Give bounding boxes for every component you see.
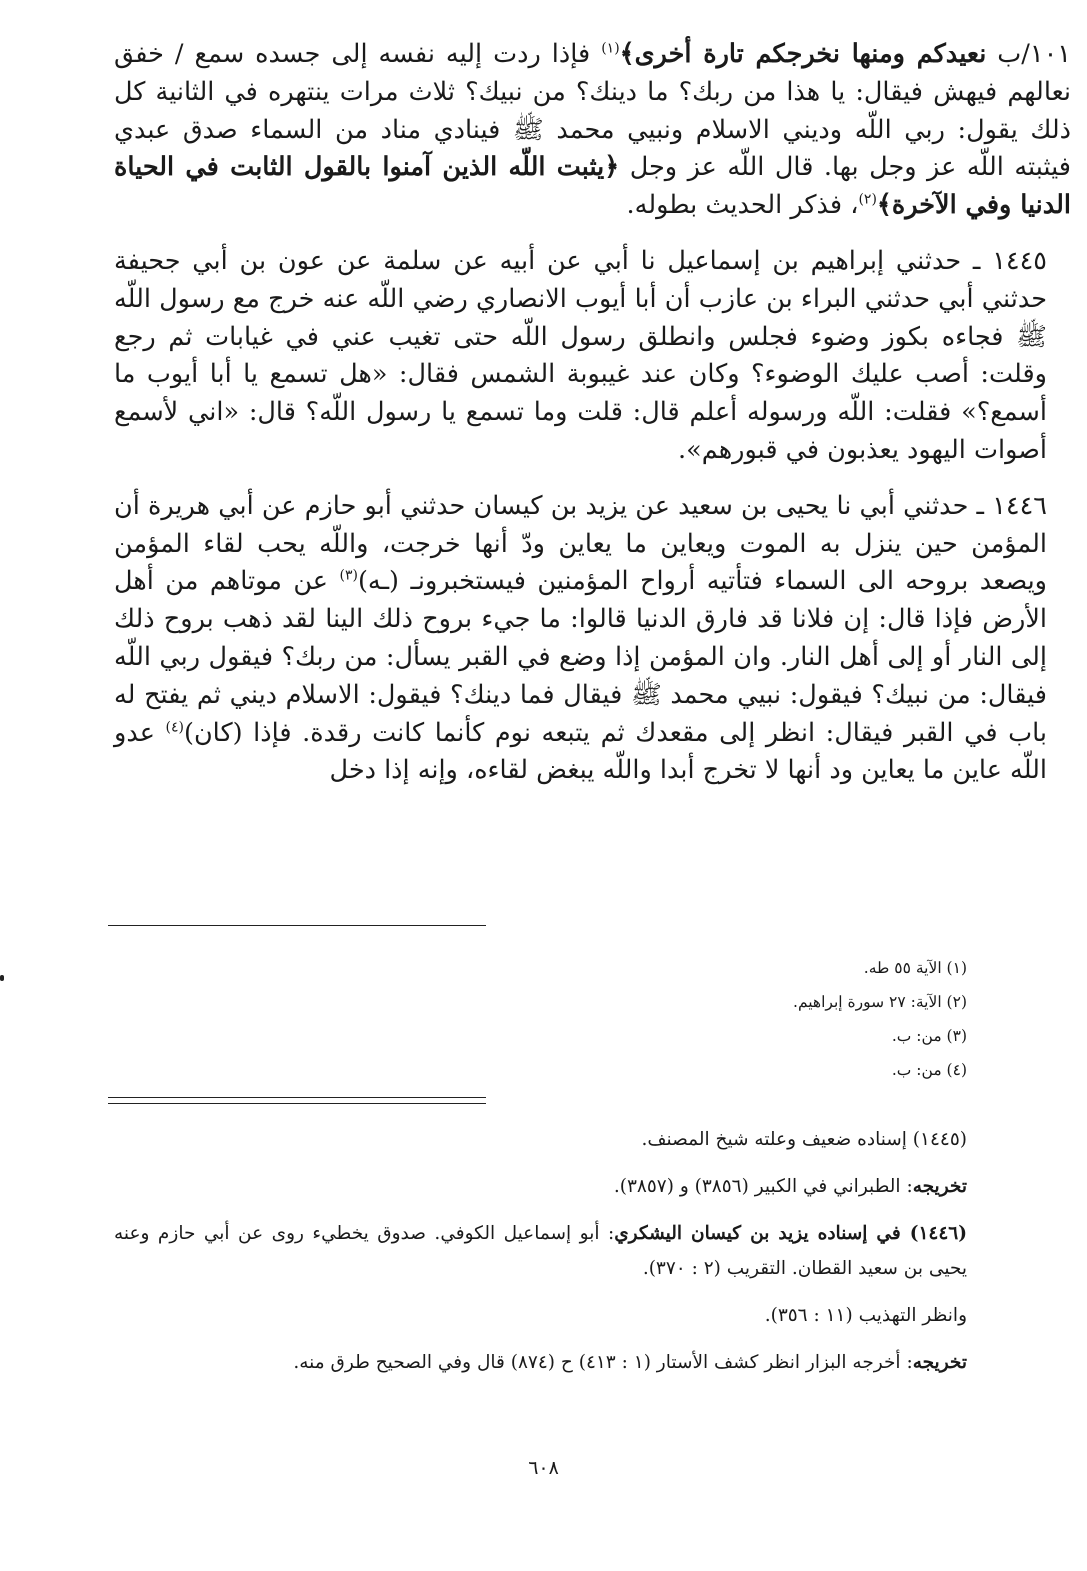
footnote-4: (٤) من: ب. bbox=[891, 1061, 967, 1079]
hadith-1446 bbox=[114, 488, 1047, 790]
commentary-separator-bottom bbox=[108, 1103, 486, 1104]
commentary-1446 bbox=[114, 1216, 967, 1286]
footnote-ref-1[interactable]: (١) bbox=[601, 40, 620, 57]
footnote-separator bbox=[108, 925, 486, 926]
paragraph-text: فإذا ردت إليه نفسه إلى جسده سمع / خفق نعالهم فيهش فيقال: يا هذا من ربك؟ ما دينك؟ من نبيك؟ ثلاث مرات ينتهره في الثانية كل ذلك يقول: ربي اللّه وديني الاسلام ونبيي محمد ﷺ فينادي مناد من السماء صدق عبدي فيثبته اللّه عز وجل بها. قال اللّه عز وجل bbox=[114, 39, 1071, 183]
footnote-2: (٢) الآية: ٢٧ سورة إبراهيم. bbox=[793, 993, 967, 1011]
page-number: ٦٠٨ bbox=[528, 1457, 559, 1479]
takhrij-1445 bbox=[114, 1169, 967, 1204]
folio-marker: ١٠١/ب bbox=[997, 39, 1071, 69]
paragraph-continuation bbox=[114, 36, 1071, 225]
see-also: وانظر التهذيب (١١ : ٣٥٦). bbox=[764, 1305, 967, 1326]
paragraph-text: ، فذكر الحديث بطوله. bbox=[626, 190, 859, 221]
takhrij-label: تخريجه bbox=[912, 1352, 967, 1373]
footnote-ref-4[interactable]: (٤) bbox=[165, 719, 184, 736]
footnote-ref-2[interactable]: (٢) bbox=[858, 191, 877, 208]
narrator-label: (١٤٤٦) في إسناده يزيد بن كيسان اليشكري bbox=[614, 1223, 967, 1244]
commentary-1445: (١٤٤٥) إسناده ضعيف وعلته شيخ المصنف. bbox=[641, 1129, 967, 1150]
paragraph-text: عن موتاهم من أهل الأرض فإذا قال: إن فلانا قد فارق الدنيا قالوا: ما جيء بروح ذلك الينا لقد ذهب بروح ذلك إلى النار أو إلى أهل النار. وان المؤمن إذا وضع في القبر يسأل: من ربك؟ فيقول ربي اللّه فيقال: من نبيك؟ فيقول: نبيي محمد ﷺ فيقال فما دينك؟ فيقول: الاسلام ديني ثم يفتح له باب في القبر فيقال: انظر إلى مقعدك ثم يتبعه نوم كأنما كانت رقدة. فإذا (كان) bbox=[114, 566, 1047, 748]
commentary-separator-top bbox=[108, 1097, 486, 1098]
footnote-1: (١) الآية ٥٥ طه. bbox=[863, 959, 967, 977]
takhrij-text: : أخرجه البزار انظر كشف الأستار (١ : ٤١٣) ح (٨٧٤) قال وفي الصحيح طرق منه. bbox=[293, 1352, 913, 1373]
footnotes bbox=[507, 951, 967, 1087]
takhrij-text: : الطبراني في الكبير (٣٨٥٦) و (٣٨٥٧). bbox=[613, 1176, 913, 1197]
footnote-ref-3[interactable]: (٣) bbox=[339, 567, 358, 584]
paragraph-text: ١٤٤٦ ـ حدثني أبي نا يحيى بن سعيد عن يزيد بن كيسان حدثني أبو حازم عن أبي هريرة أن المؤمن حين ينزل به الموت ويعاين ما يعاين ودّ أنها خرجت، واللّه يحب لقاء المؤمن ويصعد بروحه الى السماء فتأتيه أرواح المؤمنين فيستخبرونـ (ـه) bbox=[114, 490, 1047, 597]
hadith-1445: ١٤٤٥ ـ حدثني إبراهيم بن إسماعيل نا أبي عن أبيه عن سلمة عن عون بن أبي جحيفة حدثني أبي حدثني البراء بن عازب أن أبا أيوب الانصاري رضي اللّه عنه خرج مع رسول اللّه ﷺ فجاءه بكوز وضوء فجلس وانطلق رسول اللّه حتى تغيب عني في غيابات ثم رجع وقلت: أصب عليك الوضوء؟ وكان عند غيبوبة الشمس فقال: «هل تسمع يا أبا أيوب ما أسمع؟» فقلت: اللّه ورسوله أعلم قال: قلت وما تسمع يا رسول اللّه؟ قال: «اني لأسمع أصوات اليهود يعذبون في قبورهم». bbox=[114, 245, 1047, 465]
takhrij-label: تخريجه bbox=[912, 1176, 967, 1197]
main-text bbox=[114, 36, 1071, 790]
paragraph-text: عدو اللّه عاين ما يعاين ود أنها لا تخرج أبدا واللّه يبغض لقاءه، وإنه إذا دخل bbox=[114, 717, 1047, 786]
commentary-section bbox=[114, 1122, 984, 1392]
narrator-text: : أبو إسماعيل الكوفي. صدوق يخطيء روى عن أبي حازم وعنه يحيى بن سعيد القطان. التقريب (٢ : ٣٧٠). bbox=[114, 1223, 967, 1279]
footnote-3: (٣) من: ب. bbox=[891, 1027, 967, 1045]
scan-speck bbox=[0, 975, 4, 981]
verse-quote: نعيدكم ومنها نخرجكم تارة أخرى﴾ bbox=[619, 39, 987, 69]
verse-quote: ﴿يثبت اللّه الذين آمنوا بالقول الثابت في الحياة الدنيا وفي الآخرة﴾ bbox=[114, 152, 1071, 221]
takhrij-1446 bbox=[114, 1345, 967, 1380]
